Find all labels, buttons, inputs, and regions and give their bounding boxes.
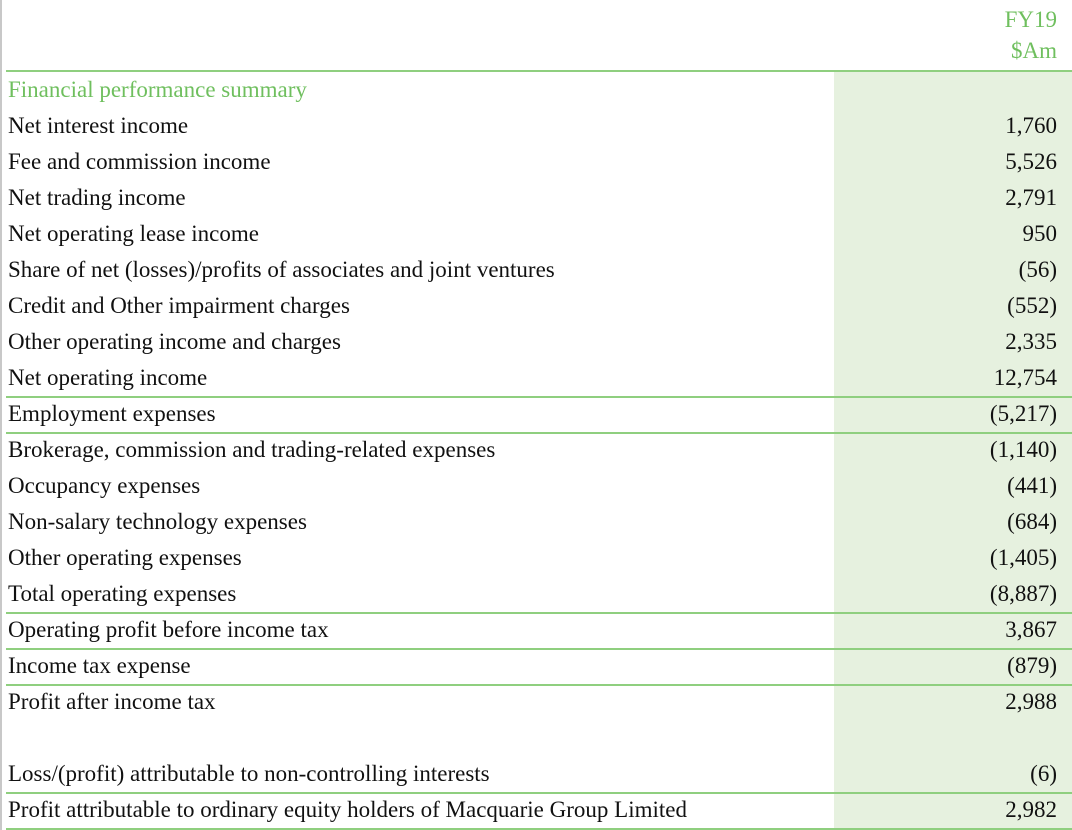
table-row-subtotal [6,576,1072,612]
subtotal-rule [6,648,1072,650]
column-header-year: FY19 [1004,7,1057,32]
row-value: (552) [1007,293,1057,318]
section-title: Financial performance summary [8,77,307,102]
row-value: (5,217) [989,401,1057,426]
row-value: 2,988 [1005,689,1057,714]
row-label: Net interest income [8,113,189,138]
row-value: (8,887) [989,581,1057,606]
row-label: Income tax expense [8,653,191,678]
row-value: 1,760 [1005,113,1057,138]
row-value: (6) [1030,761,1057,786]
row-value: 3,867 [1005,617,1057,642]
section-title-row [6,72,1072,108]
table-row-subtotal [6,684,1072,720]
row-value: (879) [1007,653,1057,678]
row-label: Fee and commission income [8,149,271,174]
row-value: (684) [1007,509,1057,534]
subtotal-rule [6,684,1072,686]
table-row [6,504,1072,540]
table-row [6,324,1072,360]
subtotal-rule [6,792,1072,794]
row-label: Profit after income tax [8,689,216,714]
row-label: Employment expenses [8,401,216,426]
table-row [6,144,1072,180]
row-value: 12,754 [993,365,1057,390]
left-border [0,0,2,830]
table-row [6,612,1072,648]
row-value: (441) [1007,473,1057,498]
table-row [6,216,1072,252]
row-label: Operating profit before income tax [8,617,329,642]
subtotal-rule [6,432,1072,434]
row-value: (1,140) [989,437,1057,462]
table-row [6,180,1072,216]
row-label: Net operating income [8,365,208,390]
row-label: Other operating income and charges [8,329,341,354]
column-header [1005,4,1057,66]
financial-summary-table [6,72,1072,828]
table-row-subtotal [6,360,1072,396]
row-value: 2,982 [1005,797,1057,822]
table-row [6,648,1072,684]
row-label: Profit attributable to ordinary equity holders of Macquarie Group Limited [8,797,687,822]
row-label: Loss/(profit) attributable to non-controlling interests [8,761,490,786]
row-label: Share of net (losses)/profits of associates and joint ventures [8,257,555,282]
row-label: Net operating lease income [8,221,259,246]
table-row [6,540,1072,576]
row-label: Non-salary technology expenses [8,509,307,534]
table-row [6,432,1072,468]
table-row [6,756,1072,792]
row-label: Brokerage, commission and trading-related expenses [8,437,496,462]
row-value: 950 [1022,221,1057,246]
row-label: Net trading income [8,185,186,210]
subtotal-rule [6,396,1072,398]
row-label: Occupancy expenses [8,473,201,498]
row-value: (56) [1018,257,1057,282]
table-row [6,108,1072,144]
subtotal-rule [6,612,1072,614]
table-row [6,396,1072,432]
table-row-total [6,792,1072,828]
row-value: 2,791 [1005,185,1057,210]
row-label: Credit and Other impairment charges [8,293,350,318]
table-row [6,468,1072,504]
column-header-unit: $Am [1011,38,1057,63]
row-value: 5,526 [1005,149,1057,174]
table-row [6,288,1072,324]
row-label: Total operating expenses [8,581,237,606]
table-row [6,252,1072,288]
row-value: (1,405) [989,545,1057,570]
spacer-row [6,720,1072,756]
row-label: Other operating expenses [8,545,242,570]
row-value: 2,335 [1005,329,1057,354]
